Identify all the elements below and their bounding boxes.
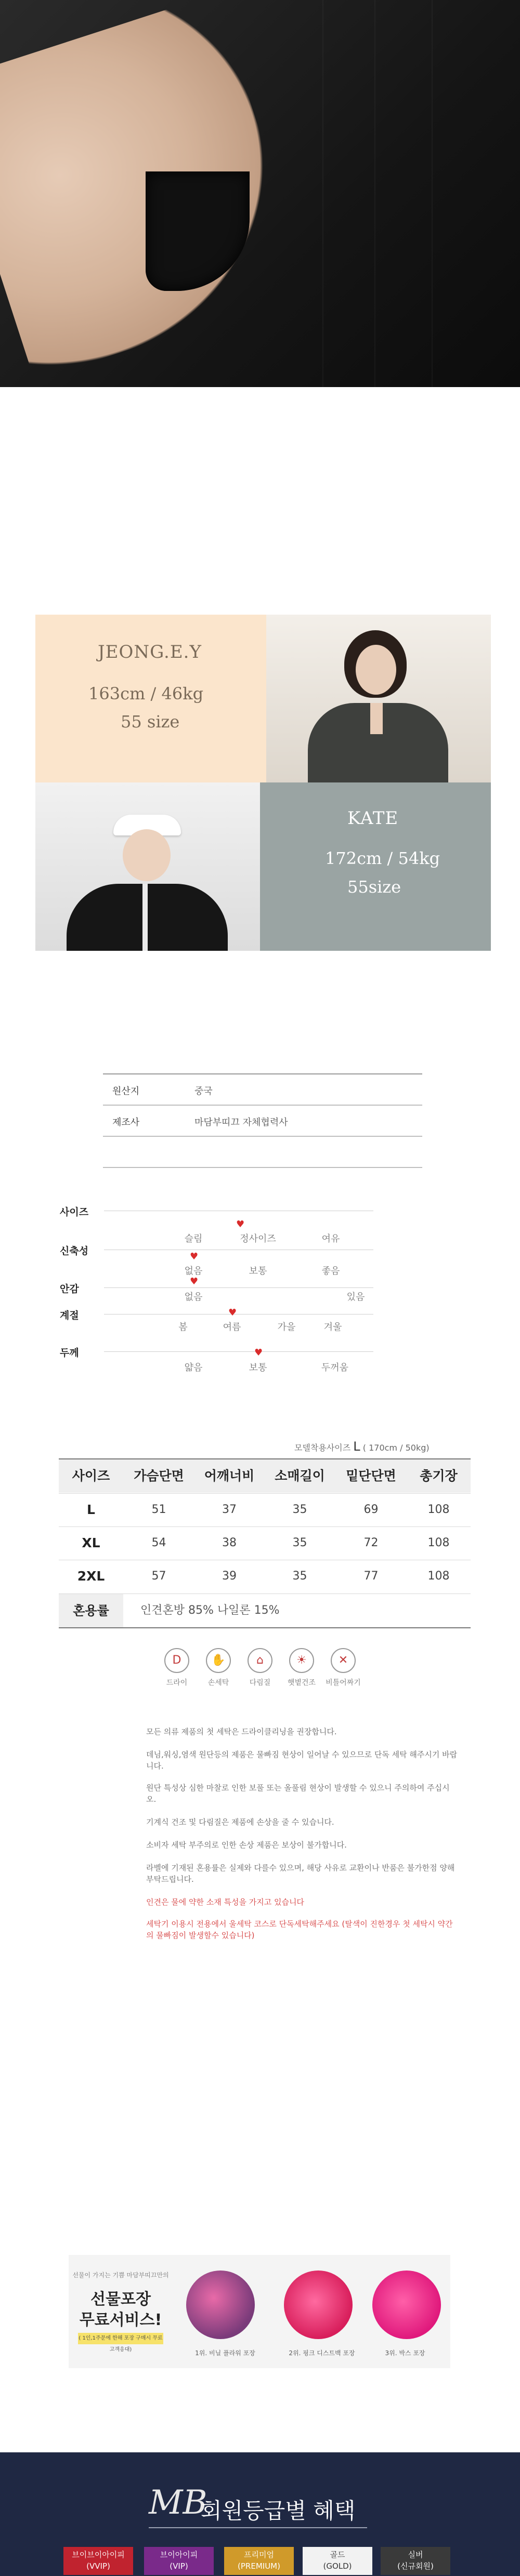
fabric-label: 혼용률 [59, 1594, 123, 1627]
size-table-cell: 108 [427, 1503, 450, 1516]
info-row [103, 1074, 422, 1106]
size-table-header: 사이즈 [59, 1459, 123, 1493]
heart-marker-icon: ♥ [190, 1251, 199, 1262]
tier-name: 프리미엄 [244, 2550, 274, 2559]
gift-option-image-2 [284, 2270, 353, 2339]
scale-line [104, 1351, 373, 1352]
care-note-warning: 인견은 물에 약한 소재 특성을 가지고 있습니다 [146, 1897, 304, 1907]
gift-title-2: 무료서비스! [79, 2311, 162, 2329]
scale-option: 정사이즈 [240, 1233, 276, 1244]
scale-label-lining: 안감 [60, 1283, 79, 1295]
size-table-cell: 77 [363, 1570, 379, 1583]
heart-marker-icon: ♥ [190, 1276, 199, 1287]
tier-name: 브이아이피 [160, 2550, 198, 2559]
gift-option-label [272, 2348, 371, 2357]
model-photo-1 [266, 615, 491, 783]
model-size-note [294, 1439, 430, 1454]
gift-note: ( 1인,1주문에 한해 포장 구매시 무료 고객응대) [78, 2333, 163, 2344]
care-label: 다림질 [249, 1679, 271, 1687]
size-table-size: 2XL [77, 1569, 105, 1584]
model-face [356, 645, 396, 695]
membership-title: 회원등급별 혜택 [201, 2498, 356, 2524]
scale-option: 가을 [277, 1322, 296, 1333]
care-label: 손세탁 [207, 1679, 229, 1687]
model-measurements: 163cm / 46kg [88, 684, 204, 703]
fabric-texture [374, 0, 375, 387]
scale-option: 있음 [346, 1292, 365, 1303]
fabric-texture [432, 0, 433, 387]
gift-option-rank: 1위. [195, 2349, 207, 2357]
info-row [103, 1106, 422, 1137]
size-table-cell: 57 [151, 1570, 166, 1583]
gift-subtitle: 선물이 가지는 기쁨 마담부띠끄만의 [72, 2272, 169, 2279]
size-table-cell: 35 [292, 1570, 307, 1583]
heart-marker-icon: ♥ [236, 1219, 245, 1230]
size-table-size: XL [82, 1535, 100, 1550]
gift-option-rank: 2위. [289, 2349, 301, 2357]
scale-option: 좋음 [321, 1266, 340, 1277]
gift-title-1: 선물포장 [90, 2290, 151, 2308]
tier-name: 브이브이아이피 [72, 2550, 125, 2559]
scale-option: 여유 [321, 1233, 340, 1244]
tier-subtitle: (GOLD) [323, 2561, 352, 2571]
size-table-cell: 108 [427, 1536, 450, 1549]
scale-option: 보통 [249, 1266, 267, 1277]
gift-option-image-1 [186, 2270, 255, 2339]
scale-option: 보통 [249, 1362, 267, 1373]
care-label: 드라이 [166, 1679, 188, 1687]
model-size-note-prefix: 모델착용사이즈 [294, 1443, 351, 1453]
model-measurements: 172cm / 54kg [325, 848, 440, 868]
iron-icon: ⌂ [248, 1648, 272, 1673]
model-neckline [370, 703, 383, 734]
scale-label-size: 사이즈 [60, 1206, 89, 1218]
tier-subtitle: (VVIP) [86, 2561, 110, 2571]
gift-option-label [176, 2348, 275, 2357]
size-table-cell: 35 [292, 1536, 307, 1549]
scale-option: 없음 [184, 1292, 203, 1303]
scale-option: 겨울 [323, 1322, 342, 1333]
gift-option-name: 핑크 디스트백 포장 [303, 2349, 355, 2357]
membership-logo: MB [149, 2484, 207, 2522]
gift-wrap-banner [69, 2255, 450, 2368]
size-table-header: 밑단단면 [335, 1459, 407, 1493]
care-note: 모든 의류 제품의 첫 세탁은 드라이클리닝을 권장합니다. [146, 1727, 337, 1736]
scale-option: 슬림 [184, 1233, 203, 1244]
model-size: 55 size [121, 712, 180, 732]
care-note: 원단 특성상 심한 마찰로 인한 보풀 또는 올풀림 현상이 발생할 수 있으니 주의하여 주십시오. [146, 1783, 450, 1804]
scale-option: 여름 [223, 1322, 241, 1333]
membership-tier [224, 2547, 294, 2575]
tier-subtitle: (신규회원) [397, 2561, 434, 2571]
care-item [318, 1648, 368, 1688]
gift-option-label [361, 2348, 449, 2357]
model-size: 55size [347, 877, 401, 897]
scale-label-stretch: 신축성 [60, 1245, 89, 1257]
scale-line [104, 1287, 373, 1288]
size-table-header: 어깨너비 [194, 1459, 264, 1493]
membership-title-underline [149, 2527, 367, 2528]
model-photo-2 [35, 782, 260, 951]
scale-label-thickness: 두께 [60, 1347, 79, 1359]
model-name: JEONG.E.Y [98, 642, 202, 662]
gift-option-image-3 [372, 2270, 441, 2339]
size-table-cell: 51 [151, 1503, 166, 1516]
gift-option-rank: 3위. [385, 2349, 397, 2357]
membership-tier [303, 2547, 372, 2575]
no-bleach-icon: ✕ [331, 1648, 356, 1673]
fabric-texture [322, 0, 323, 387]
info-value: 중국 [194, 1086, 213, 1097]
size-table-cell: 39 [222, 1570, 237, 1583]
care-note: 기계식 건조 및 다림질은 제품에 손상을 줄 수 있습니다. [146, 1817, 334, 1827]
info-key: 제조사 [112, 1117, 140, 1128]
model-face [123, 829, 171, 881]
model-size-note-size: L [353, 1439, 360, 1454]
size-table-cell: 35 [292, 1503, 307, 1516]
product-detail-photo [0, 0, 520, 387]
sunlight-icon: ☀ [289, 1648, 314, 1673]
model-size-note-suffix: ( 170cm / 50kg) [362, 1443, 430, 1453]
size-table-cell: 54 [151, 1536, 166, 1549]
scale-option: 두꺼움 [321, 1362, 349, 1373]
size-table-cell: 69 [363, 1503, 379, 1516]
scale-option: 없음 [184, 1266, 203, 1277]
size-table-cell: 37 [222, 1503, 237, 1516]
model-zipper [142, 884, 148, 951]
size-table-cell: 108 [427, 1570, 450, 1583]
dry-clean-icon: D [164, 1648, 189, 1673]
size-table-bottom-border [59, 1627, 471, 1628]
membership-tier [144, 2547, 214, 2575]
care-note: 소비자 세탁 부주의로 인한 손상 제품은 보상이 불가합니다. [146, 1840, 347, 1850]
size-table-header: 가슴단면 [123, 1459, 194, 1493]
heart-marker-icon: ♥ [228, 1307, 237, 1318]
tier-subtitle: (VIP) [170, 2561, 188, 2571]
info-value: 마담부띠끄 자체협력사 [194, 1117, 288, 1128]
tier-subtitle: (PREMIUM) [238, 2561, 280, 2571]
tier-name: 골드 [330, 2550, 345, 2559]
size-table-header: 총기장 [407, 1459, 471, 1493]
info-row [103, 1137, 422, 1168]
scale-option: 얇음 [184, 1362, 203, 1373]
size-table-cell: 72 [363, 1536, 379, 1549]
fabric-value: 인견혼방 85% 나일론 15% [140, 1604, 280, 1617]
model-name: KATE [347, 808, 399, 829]
gift-option-name: 박스 포장 [399, 2349, 425, 2357]
membership-tier [381, 2547, 450, 2575]
care-note: 라벨에 기재된 혼용률은 실제와 다를수 있으며, 해당 사유로 교환이나 반품은 불가한점 양해부탁드립니다. [146, 1863, 455, 1884]
size-table-header: 소매길이 [264, 1459, 335, 1493]
scale-label-season: 계절 [60, 1310, 79, 1321]
care-label: 햇볕건조 [287, 1679, 316, 1687]
gift-option-name: 비닐 플라워 포장 [209, 2349, 255, 2357]
tier-name: 실버 [408, 2550, 423, 2559]
care-note-warning: 세탁기 이용시 전용에서 울세탁 코스로 단독세탁해주세요 (탈색이 진한경우 첫 세탁시 약간의 물빠짐이 발생할수 있습니다) [146, 1919, 453, 1940]
size-table-size: L [87, 1502, 95, 1517]
scale-option: 봄 [178, 1322, 188, 1333]
size-table-cell: 38 [222, 1536, 237, 1549]
info-key: 원산지 [112, 1086, 140, 1097]
membership-tier [63, 2547, 133, 2575]
care-note: 데님,워싱,염색 원단등의 제품은 물빠짐 현상이 일어날 수 있으므로 단독 세탁 해주시기 바랍니다. [146, 1750, 458, 1771]
heart-marker-icon: ♥ [254, 1347, 263, 1358]
hand-wash-icon: ✋ [206, 1648, 231, 1673]
care-label: 비틀어짜기 [326, 1679, 361, 1687]
